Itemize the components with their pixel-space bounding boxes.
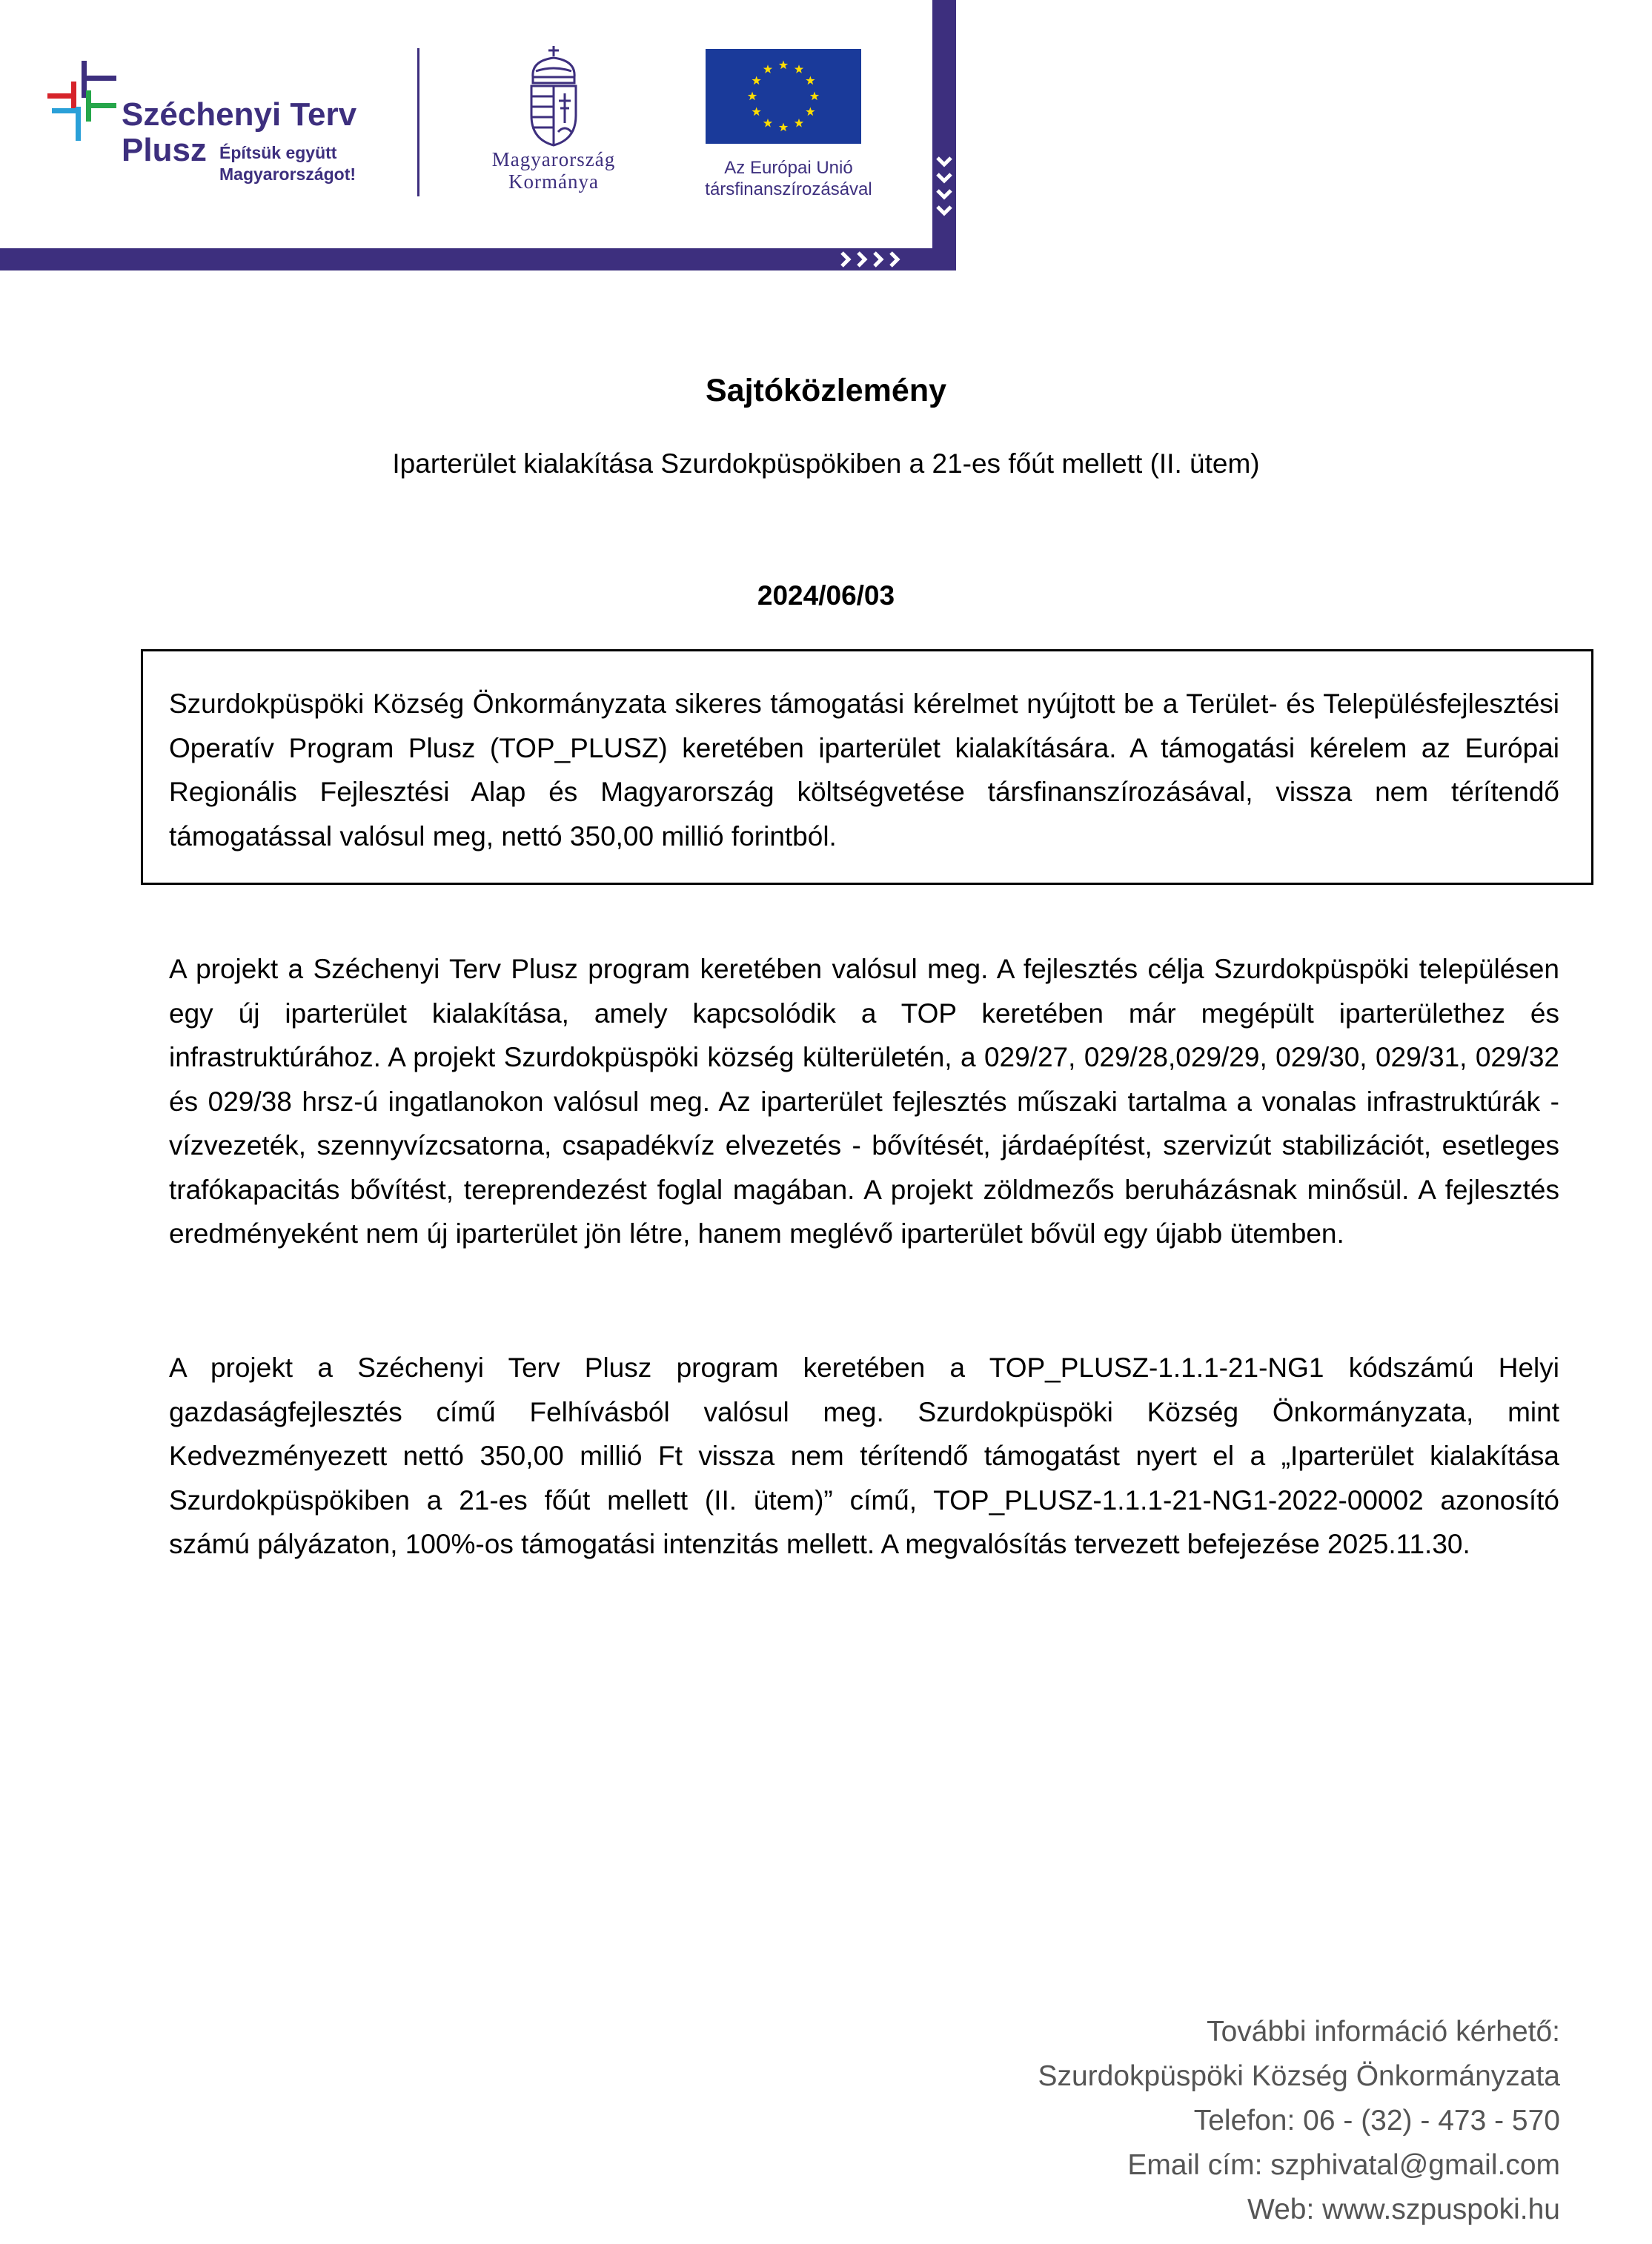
contact-email: Email cím: szphivatal@gmail.com xyxy=(1127,2149,1560,2181)
szechenyi-terv-logo xyxy=(47,61,374,209)
logo-plus: Plusz xyxy=(122,132,207,168)
contact-block xyxy=(1038,2010,1560,2232)
contact-phone: Telefon: 06 - (32) - 473 - 570 xyxy=(1193,2105,1560,2137)
document-subtitle: Iparterület kialakítása Szurdokpüspökiben a 21-es főút mellett (II. ütem) xyxy=(392,448,1260,479)
logo-name: Széchenyi Terv xyxy=(122,96,357,133)
contact-organization: Szurdokpüspöki Község Önkormányzata xyxy=(1038,2060,1560,2092)
header-banner xyxy=(0,0,956,274)
chevron-down-icon xyxy=(933,152,955,241)
government-logo-line1: Magyarország xyxy=(491,148,616,170)
government-logo xyxy=(454,44,654,204)
contact-heading: További információ kérhető: xyxy=(1207,2016,1560,2048)
logo-slogan-line2: Magyarországot! xyxy=(219,165,356,184)
eu-logo-line1: Az Európai Unió xyxy=(724,158,853,178)
eu-logo-line2: társfinanszírozásával xyxy=(705,179,872,199)
chevron-right-icon xyxy=(836,248,918,270)
contact-web: Web: www.szpuspoki.hu xyxy=(1247,2194,1560,2225)
szechenyi-cross-icon xyxy=(47,61,122,142)
document-title: Sajtóközlemény xyxy=(706,373,946,408)
eu-flag-icon xyxy=(706,49,861,144)
logo-slogan xyxy=(219,142,356,185)
coat-of-arms-icon xyxy=(523,44,585,148)
body-paragraph-2: A projekt a Széchenyi Terv Plusz program keretében a TOP_PLUSZ-1.1.1-21-NG1 kódszámú Helyi gazdaságfejlesztés című Felhívásból valósul meg. Szurdokpüspöki Község Önkormányzata, mint Kedvezményezett nettó 350,00 millió Ft vissza nem térítendő támogatást nyert el a „Iparterület kialakítása Szurdokpüspökiben a 21-es főút mellett (II. ütem)” című, TOP_PLUSZ-1.1.1-21-NG1-2022-00002 azonosító számú pályázaton, 100%-os támogatási intenzitás mellett. A megvalósítás tervezett befejezése 2025.11.30. xyxy=(169,1352,1559,1559)
logo-divider xyxy=(417,48,419,196)
summary-paragraph: Szurdokpüspöki Község Önkormányzata sikeres támogatási kérelmet nyújtott be a Terület- és Településfejlesztési Operatív Program Plusz (TOP_PLUSZ) keretében iparterület kialakítására. A támogatási kérelem az Európai Regionális Fejlesztési Alap és Magyarország költségvetése társfinanszírozásával, vissza nem térítendő támogatással valósul meg, nettó 350,00 millió forintból. xyxy=(169,688,1559,852)
eu-logo xyxy=(677,49,900,205)
eu-logo-text xyxy=(677,157,900,200)
body-paragraph-1: A projekt a Széchenyi Terv Plusz program keretében valósul meg. A fejlesztés célja Szurdokpüspöki településen egy új iparterület kialakítása, amely kapcsolódik a TOP keretében már megépült iparterülethez és infrastruktúrához. A projekt Szurdokpüspöki község külterületén, a 029/27, 029/28,029/29, 029/30, 029/31, 029/32 és 029/38 hrsz-ú ingatlanokon valósul meg. Az iparterület fejlesztés műszaki tartalma a vonalas infrastruktúrák - vízvezeték, szennyvízcsatorna, csapadékvíz elvezetés - bővítését, járdaépítést, szervizút stabilizációt, esetleges trafókapacitás bővítést, tereprendezést foglal magában. A projekt zöldmezős beruházásnak minősül. A fejlesztés eredményeként nem új iparterület jön létre, hanem meglévő iparterület bővül egy újabb ütemben. xyxy=(169,954,1559,1249)
document-date: 2024/06/03 xyxy=(757,580,895,611)
government-logo-line2: Kormánya xyxy=(508,170,599,193)
government-logo-text xyxy=(454,148,654,193)
logo-slogan-line1: Építsük együtt xyxy=(219,143,337,162)
banner-bottom-stripe xyxy=(0,248,956,270)
